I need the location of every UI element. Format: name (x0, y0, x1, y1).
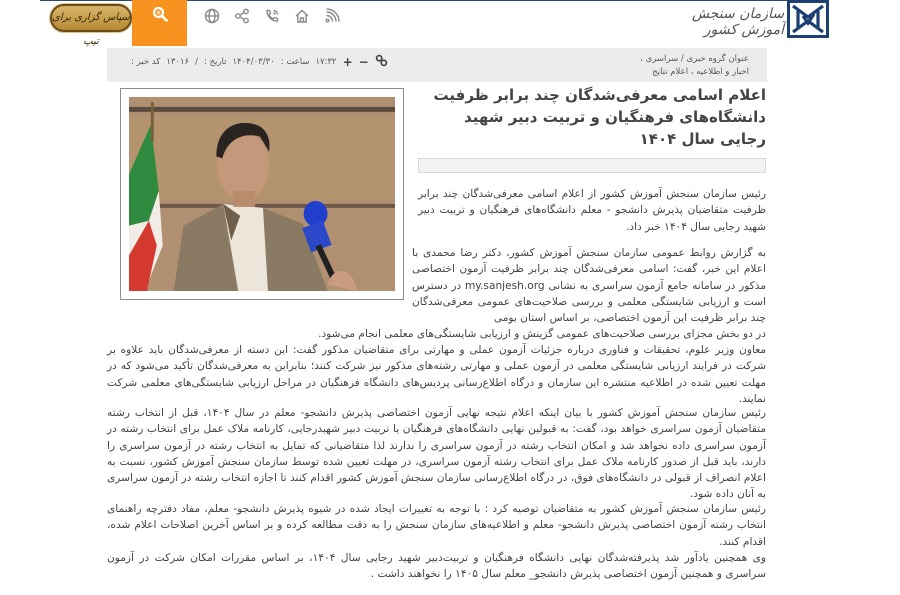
org-name-logo: سازمان سنجش آموزش کشور (691, 6, 784, 38)
logo-mark-icon (790, 3, 826, 35)
link-icon[interactable] (375, 54, 388, 70)
search-icon (152, 6, 168, 22)
date-value: ۱۴۰۴/۰۳/۳۰ (232, 57, 275, 67)
official-interview-photo-icon (129, 97, 395, 291)
news-code-value: ۱۳۰۱۶ (166, 57, 190, 67)
news-meta-bar (107, 48, 767, 82)
appreciation-badge[interactable]: سپاس گزاری برای تیپ (50, 4, 132, 32)
article-title: اعلام اسامی معرفی‌شدگان چند برابر ظرفیت دانشگاه‌های فرهنگیان و تربیت دبیر شهید رجایی سال ۱۴۰۴ (433, 86, 766, 148)
news-group (640, 53, 749, 79)
home-icon[interactable] (294, 8, 310, 24)
font-increase-button[interactable]: + (342, 55, 353, 69)
news-code-label: کد خبر : (131, 57, 161, 67)
site-header (0, 0, 900, 46)
news-group-line2[interactable]: اخبار و اطلاعیه ، اعلام نتایج (652, 67, 749, 77)
time-value: ۱۷:۳۲ (315, 57, 337, 67)
share-icon[interactable] (234, 8, 250, 24)
article-paragraph: به گزارش روابط عمومی سازمان سنجش آموزش کشور، دکتر رضا محمدی با اعلام این خبر، گفت: اسامی معرفی‌شدگان چند برابر ظرفیت آزمون اختصاصی مذکور در سامانه جامع آزمون سراسری به نشانی my.sanjesh.org در دسترس است و ارزیابی شایستگی معلمی و بررسی صلاحیت‌های عمومی معرفی‌شدگان چند برابر ظرفیت این آزمون اختصاصی، بر اساس استان بومی (412, 247, 767, 325)
article-photo-frame (120, 88, 404, 300)
header-icon-bar (204, 8, 340, 24)
article-paragraph: در دو بخش مجزای بررسی صلاحیت‌های عمومی گزینش و ارزیابی شایستگی‌های معلمی انجام می‌شود. (318, 328, 766, 340)
article-paragraph: وی همچنین یادآور شد پذیرفته‌شدگان نهایی دانشگاه فرهنگیان و تربیت‌دبیر شهید رجایی سال ۱۴۰۴، بر اساس مقررات امکان شرکت در آزمون سراسری و همچنین آزمون اختصاصی پذیرش دانشجو_ معلم سال ۱۴۰۵ را نخواهند داشت . (107, 552, 767, 581)
globe-icon[interactable] (204, 8, 220, 24)
meta-separator: / (195, 57, 198, 67)
article-photo (129, 97, 395, 291)
title-divider-bar (418, 158, 766, 173)
phone-icon[interactable] (264, 8, 280, 24)
sanjesh-logo-icon[interactable] (787, 0, 829, 38)
article-lead: رئیس سازمان سنجش آموزش کشور از اعلام اسامی معرفی‌شدگان چند برابر ظرفیت متقاضیان پذیرش دانشجو - معلم دانشگاه‌های فرهنگیان و تربیت دبیر شهید رجایی سال ۱۴۰۴ خبر داد. (418, 188, 766, 233)
date-label: تاریخ : (204, 57, 227, 67)
article-paragraph: معاون وزیر علوم، تحقیقات و فناوری درباره جزئیات آزمون عملی و مهارتی برای متقاضیان مذکور گفت: این دسته از معرفی‌شدگان باید علاوه بر شرکت در فرایند ارزیابی شایستگی معلمی در آزمون عملی و مهارتی رشته‌های مذکور نیز شرکت کنند؛ بنابراین به معرفی‌شدگان تأکید می‌شود که در مهلت تعیین شده در اطلاعیه منتشره این سازمان و درگاه اطلاع‌رسانی پردیس‌های دانشگاه فرهنگیان در مراحل ارزیابی شایستگی‌های معلمی شرکت نمایند. (107, 344, 766, 405)
news-group-line1[interactable]: عنوان گروه خبری / سراسری ، (640, 54, 749, 64)
article-paragraph: رئیس سازمان سنجش آموزش کشور به متقاضیان توصیه کرد : با توجه به تغییرات ایجاد شده در شیوه پذیرش دانشجو- معلم، مفاد دفترچه راهنمای انتخاب رشته آزمون اختصاصی پذیرش دانشجو- معلم و اطلاعیه‌های سازمان سنجش را به دقت مطالعه کرده و بر اساس آخرین اصلاحات اعلام شده، اقدام کنند. (107, 503, 766, 548)
news-info (131, 54, 388, 70)
font-decrease-button[interactable]: − (358, 55, 369, 69)
article-paragraph: رئیس سازمان سنجش آموزش کشور با بیان اینکه اعلام نتیجه نهایی آزمون اختصاصی پذیرش دانشجو- معلم در سال ۱۴۰۴، قبل از انتخاب رشته متقاضیان آزمون سراسری خواهد بود، گفت: به قبولین نهایی دانشگاه‌های فرهنگیان یا تربیت دبیر شهیدرجایی، کارنامه ملاک عمل برای انتخاب رشته در آزمون سراسری داده نخواهد شد و امکان انتخاب رشته در آزمون سراسری را ندارند لذا متقاضیانی که تمایل به انتخاب رشته در آزمون سراسری را دارند، باید قبل از صدور کارنامه ملاک عمل برای انتخاب رشته آزمون سراسری، در مهلت تعیین شده توسط سازمان سنجش آموزش کشور، نسبت به اعلام انصراف از قبولی در دانشگاه‌های فوق، در درگاه اطلاع‌رسانی سازمان سنجش آموزش کشور اقدام کنند تا اجازه انتخاب رشته در آزمون سراسری به آنان داده شود. (107, 407, 767, 501)
time-label: ساعت : (280, 57, 310, 67)
rss-icon[interactable] (324, 8, 340, 24)
search-button[interactable] (132, 0, 187, 46)
